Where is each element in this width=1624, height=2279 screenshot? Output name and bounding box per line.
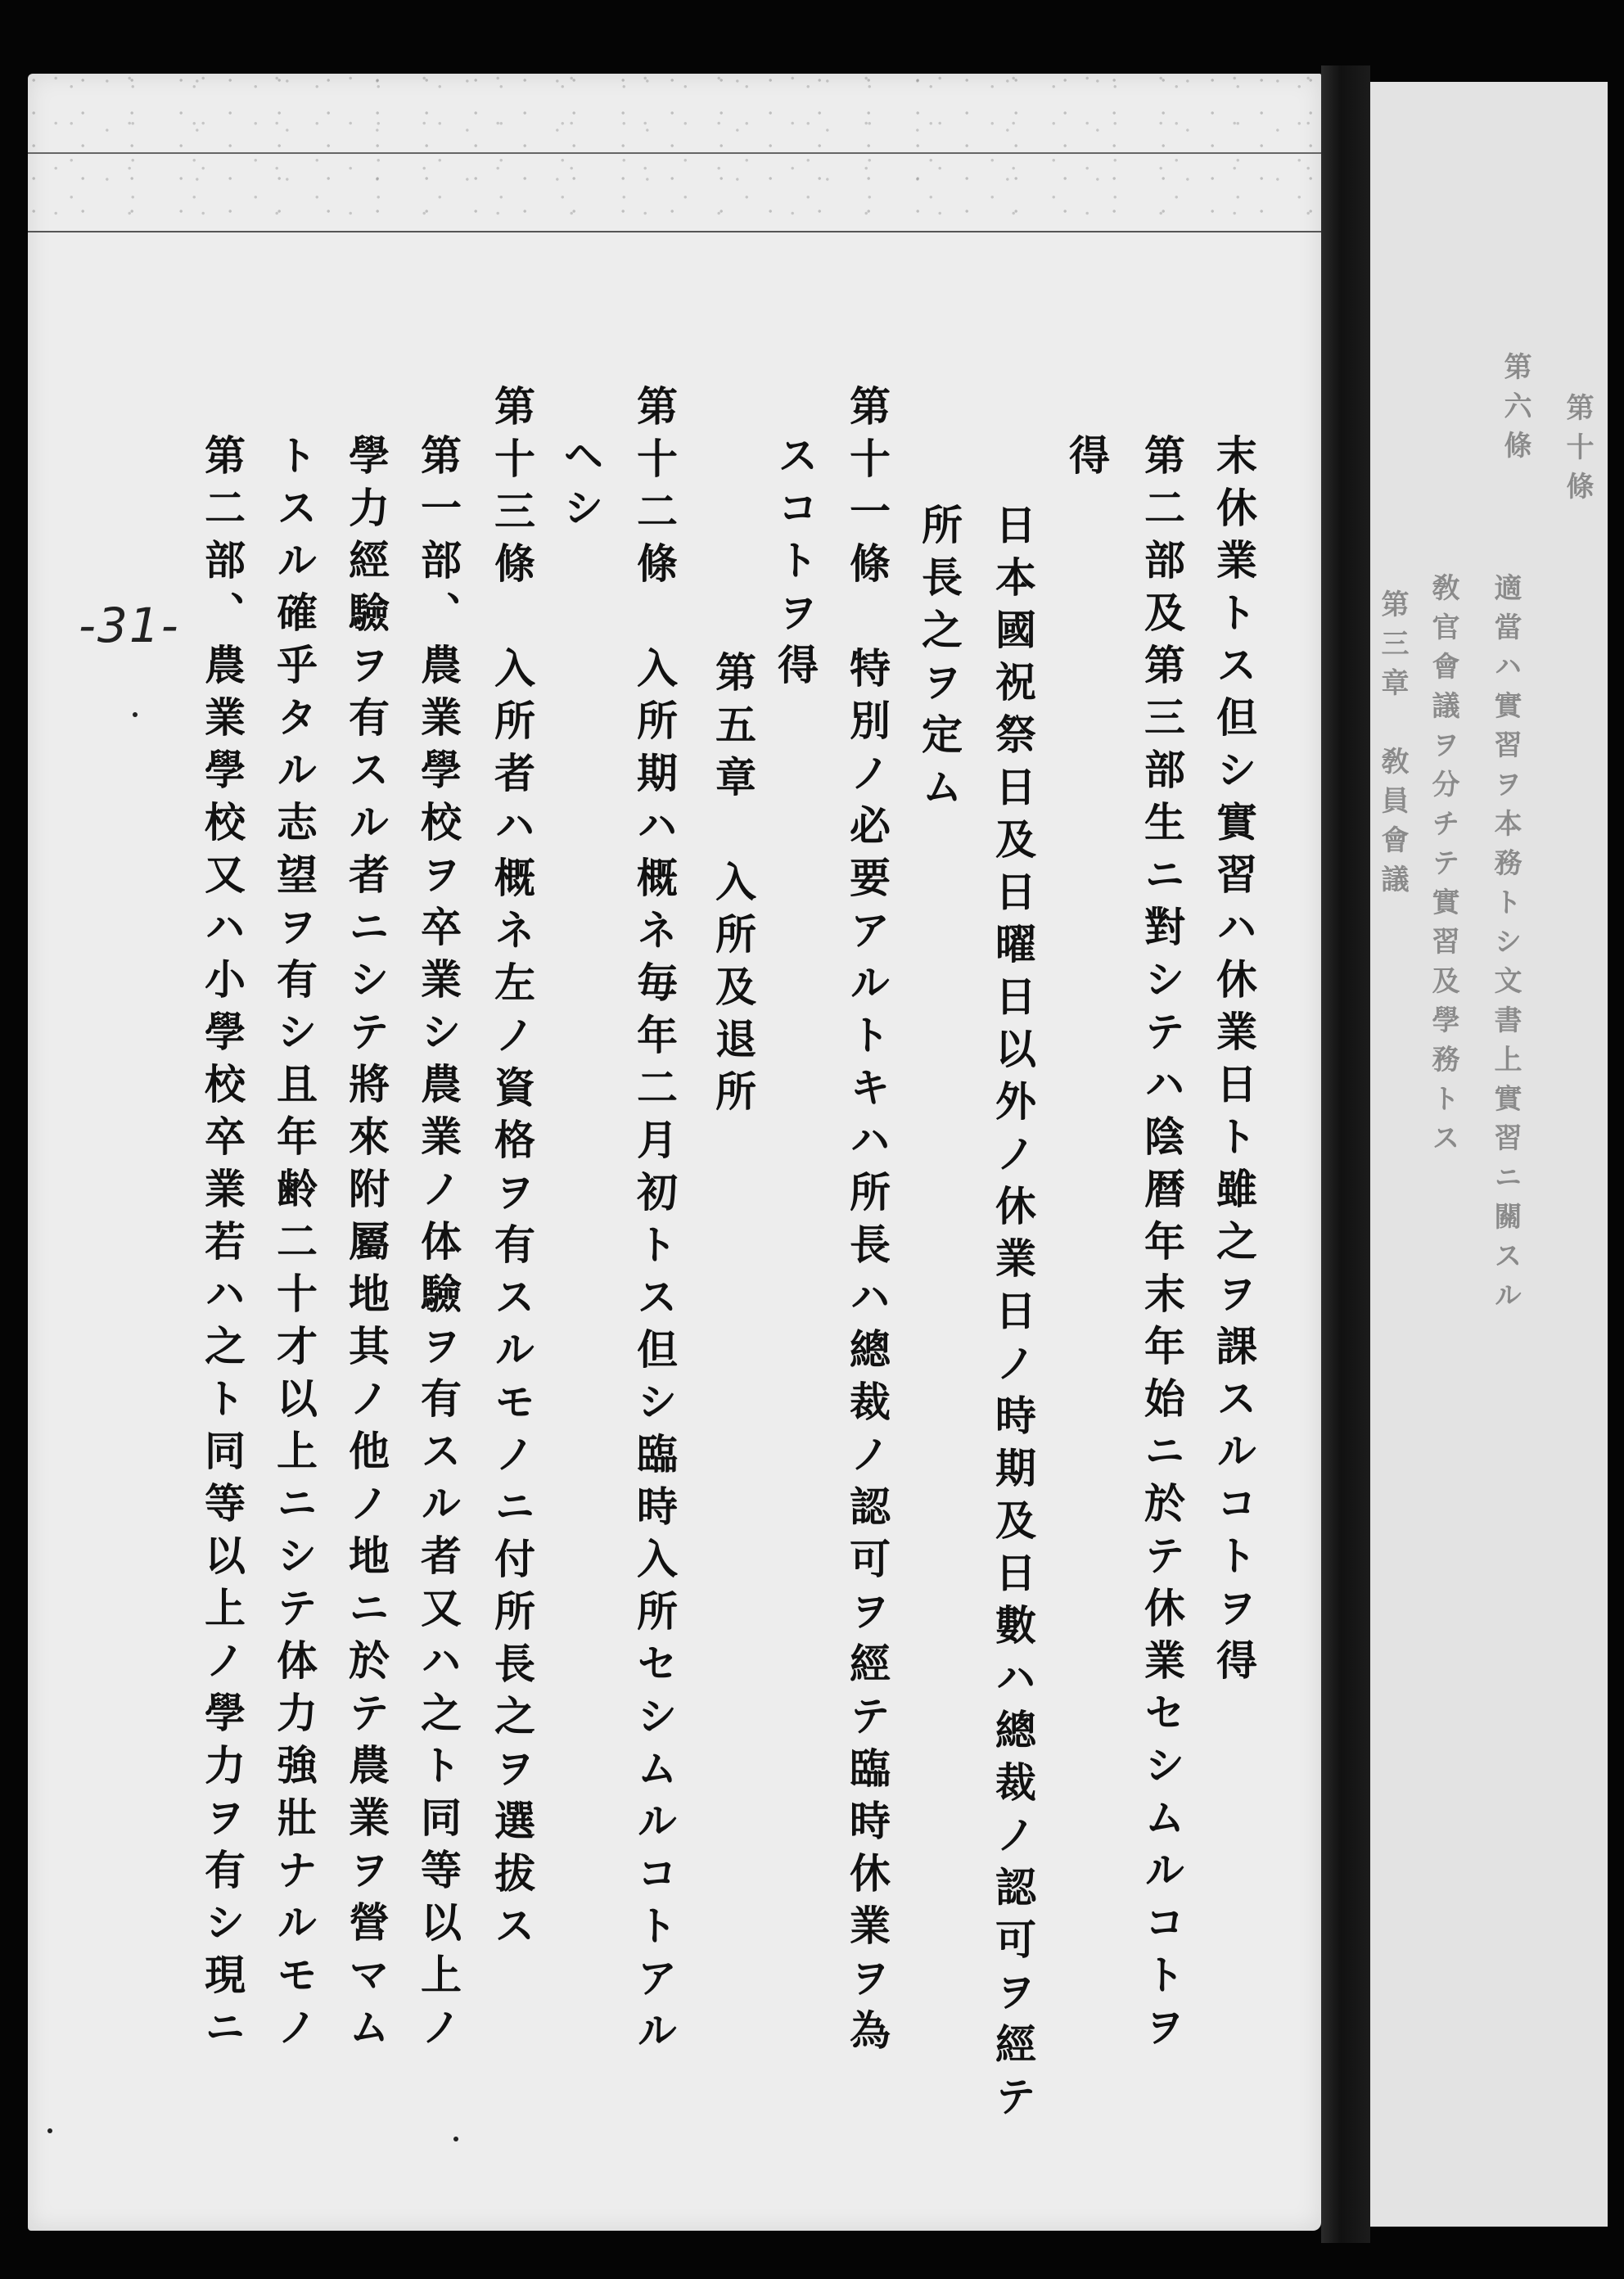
text-column-14: トスル確乎タル志望ヲ有シ且年齢二十才以上ニシテ体力強壯ナルモノ — [270, 434, 318, 2058]
article-13: 第十三條 入所者ハ概ネ左ノ資格ヲ有スルモノニ付所長之ヲ選拔ス — [488, 385, 536, 1956]
ink-speck — [47, 2128, 52, 2133]
book-gutter — [1321, 65, 1370, 2243]
chapter-5-heading: 第五章 入所及退所 — [709, 651, 757, 1122]
header-rule — [28, 231, 1321, 232]
facing-column-2: 第六條 — [1499, 352, 1532, 470]
text-column-13: 學力經驗ヲ有スル者ニシテ將來附屬地其ノ他ノ地ニ於テ農業ヲ營マム — [342, 434, 390, 2058]
top-rule — [28, 152, 1321, 154]
facing-column-3: 適當ハ實習ヲ本務トシ文書上實習ニ關スル — [1489, 573, 1522, 1320]
page-number-annotation: -31- — [79, 598, 180, 653]
text-column-10: ヘシ — [557, 434, 605, 539]
text-column-1: 末休業トス但シ實習ハ休業日ト雖之ヲ課スルコトヲ得 — [1210, 434, 1258, 1691]
text-column-12: 第一部、農業學校ヲ卒業シ農業ノ体驗ヲ有スル者又ハ之ト同等以上ノ — [414, 434, 462, 2058]
text-column-4: 日本國祝祭日及日曜日以外ノ休業日ノ時期及日數ハ總裁ノ認可ヲ經テ — [989, 503, 1037, 2128]
text-column-2: 第二部及第三部生ニ對シテハ陰暦年末年始ニ於テ休業セシムルコトヲ — [1138, 434, 1186, 2058]
text-column-7: スコトヲ得 — [771, 434, 819, 696]
text-column-15: 第二部、農業學校又ハ小學校卒業若ハ之ト同等以上ノ學力ヲ有シ現ニ — [198, 434, 246, 2058]
page-speckle — [28, 74, 1321, 221]
article-12: 第十二條 入所期ハ概ネ毎年二月初トス但シ臨時入所セシムルコトアル — [630, 385, 679, 2061]
facing-page — [1370, 82, 1608, 2227]
article-11: 第十一條 特別ノ必要アルトキハ所長ハ總裁ノ認可ヲ經テ臨時休業ヲ為 — [843, 385, 891, 2061]
ink-speck — [133, 712, 138, 717]
facing-column-1: 第十條 — [1561, 393, 1594, 511]
facing-column-4: 敎官會議ヲ分チテ實習及學務トス — [1427, 573, 1459, 1162]
text-column-3: 得 — [1062, 434, 1111, 486]
facing-column-5: 第三章 敎員會議 — [1376, 589, 1409, 904]
text-column-5: 所長之ヲ定ム — [915, 503, 963, 818]
scanned-page — [28, 74, 1321, 2231]
ink-speck — [453, 2137, 458, 2141]
